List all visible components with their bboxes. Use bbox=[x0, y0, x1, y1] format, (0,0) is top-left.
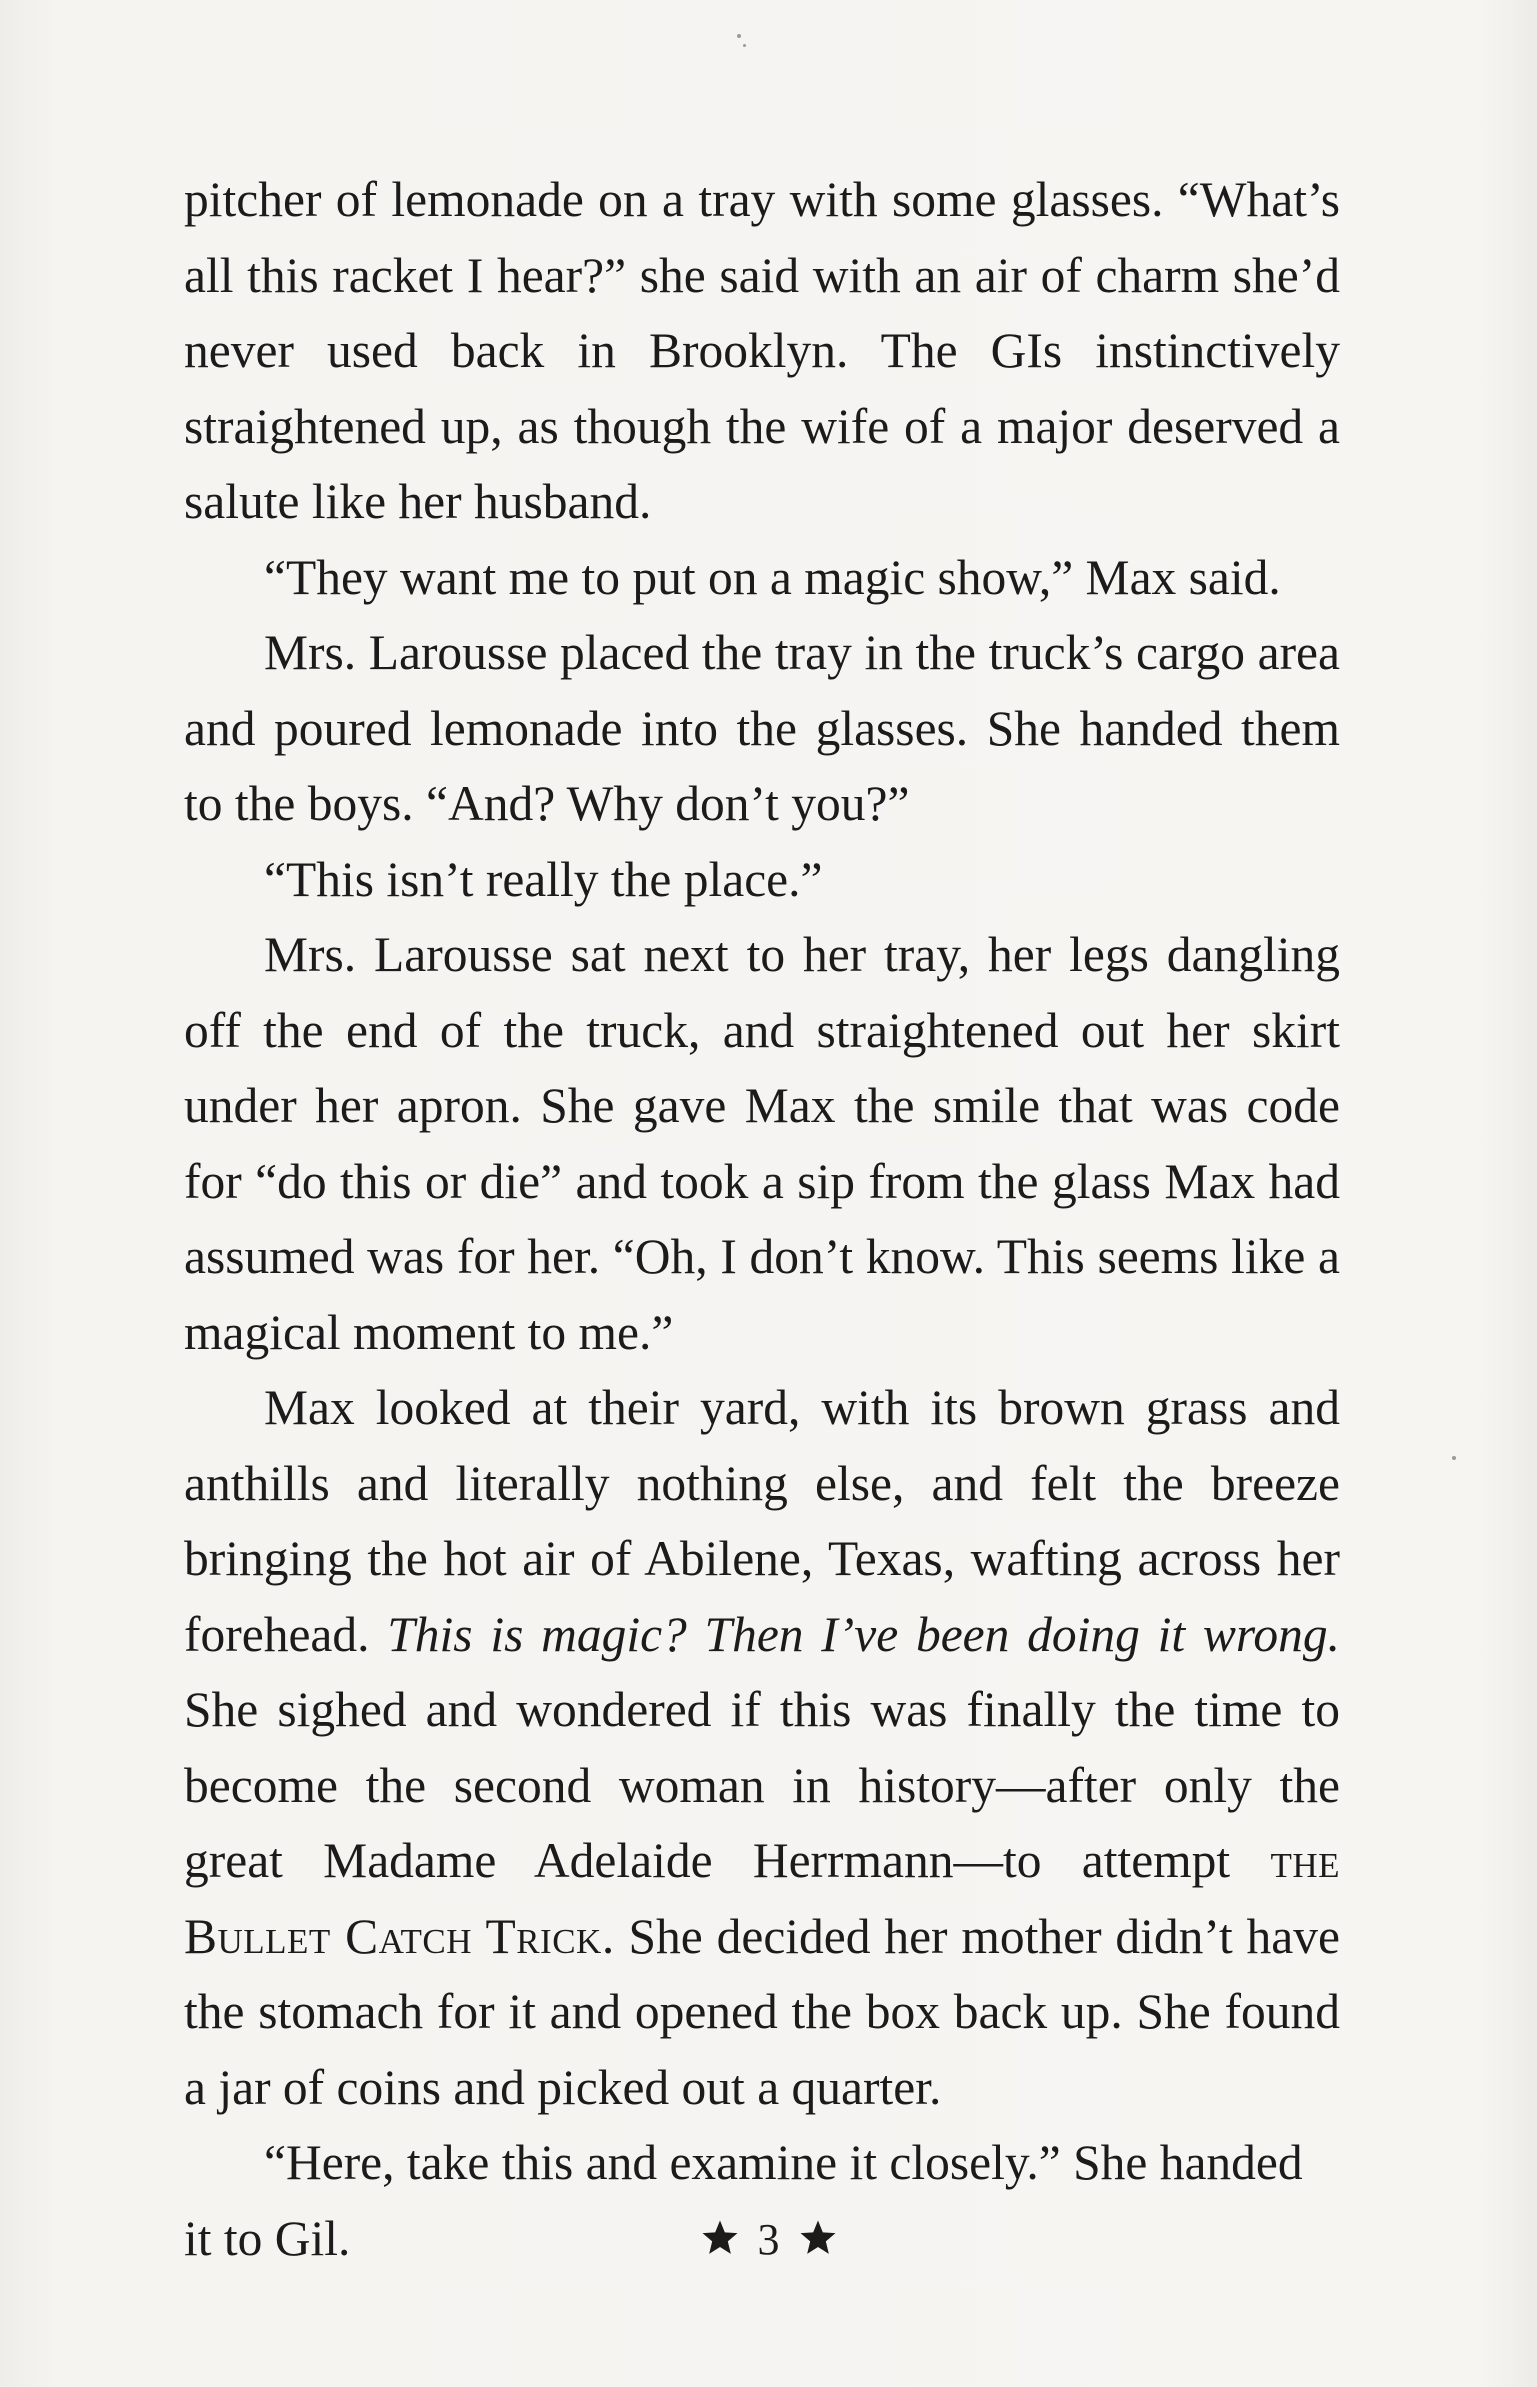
paragraph bbox=[184, 162, 1340, 540]
body-text bbox=[184, 162, 1340, 2276]
paragraph-text: “They want me to put on a magic show,” Max said. bbox=[264, 549, 1281, 605]
paragraph-text: “This isn’t really the place.” bbox=[264, 851, 823, 907]
star-icon bbox=[798, 2218, 838, 2258]
star-icon bbox=[700, 2218, 740, 2258]
italic-thought: This is magic? Then I’ve been doing it wrong. bbox=[387, 1606, 1340, 1662]
paragraph bbox=[184, 540, 1340, 616]
trick-name-smallcaps: the Bullet Catch Trick. bbox=[184, 1833, 1340, 1964]
paragraph-text: “Here, take this and examine it closely.” She handed it to Gil. bbox=[184, 2135, 1303, 2266]
paragraph-text: Max looked at their yard, with its brown grass and anthills and literally nothing else, and felt the breeze bringing the hot air of Abilene, Texas, wafting across her forehead. bbox=[184, 1380, 1340, 1662]
page-number: 3 bbox=[757, 2215, 780, 2264]
paragraph bbox=[184, 917, 1340, 1370]
paragraph-text: She decided her mother didn’t have the stomach for it and opened the box back up. She found a jar of coins and picked out a quarter. bbox=[184, 1908, 1340, 2115]
paragraph-text: pitcher of lemonade on a tray with some glasses. “What’s all this racket I hear?” she said with an air of charm she’d never used back in Brooklyn. The GIs instinctively straightened up, as though the wife of a major deserved a salute like her husband. bbox=[184, 172, 1340, 529]
paragraph bbox=[184, 842, 1340, 918]
paragraph bbox=[184, 615, 1340, 842]
paper-speck bbox=[737, 34, 741, 38]
paper-speck bbox=[1452, 1456, 1456, 1460]
paragraph-text: She sighed and wondered if this was finally the time to become the second woman in history—after only the great Madame Adelaide Herrmann—to attempt bbox=[184, 1682, 1340, 1888]
paragraph-text: Mrs. Larousse placed the tray in the truck’s cargo area and poured lemonade into the glasses. She handed them to the boys. “And? Why don’t you?” bbox=[184, 625, 1340, 831]
paragraph-text: Mrs. Larousse sat next to her tray, her legs dangling off the end of the truck, and straightened out her skirt under her apron. She gave Max the smile that was code for “do this or die” and took a sip from the glass Max had assumed was for her. “Oh, I don’t know. This seems like a magical moment to me.” bbox=[184, 927, 1340, 1360]
paragraph bbox=[184, 1370, 1340, 2125]
paper-speck bbox=[743, 44, 746, 47]
page-footer bbox=[0, 2214, 1537, 2265]
